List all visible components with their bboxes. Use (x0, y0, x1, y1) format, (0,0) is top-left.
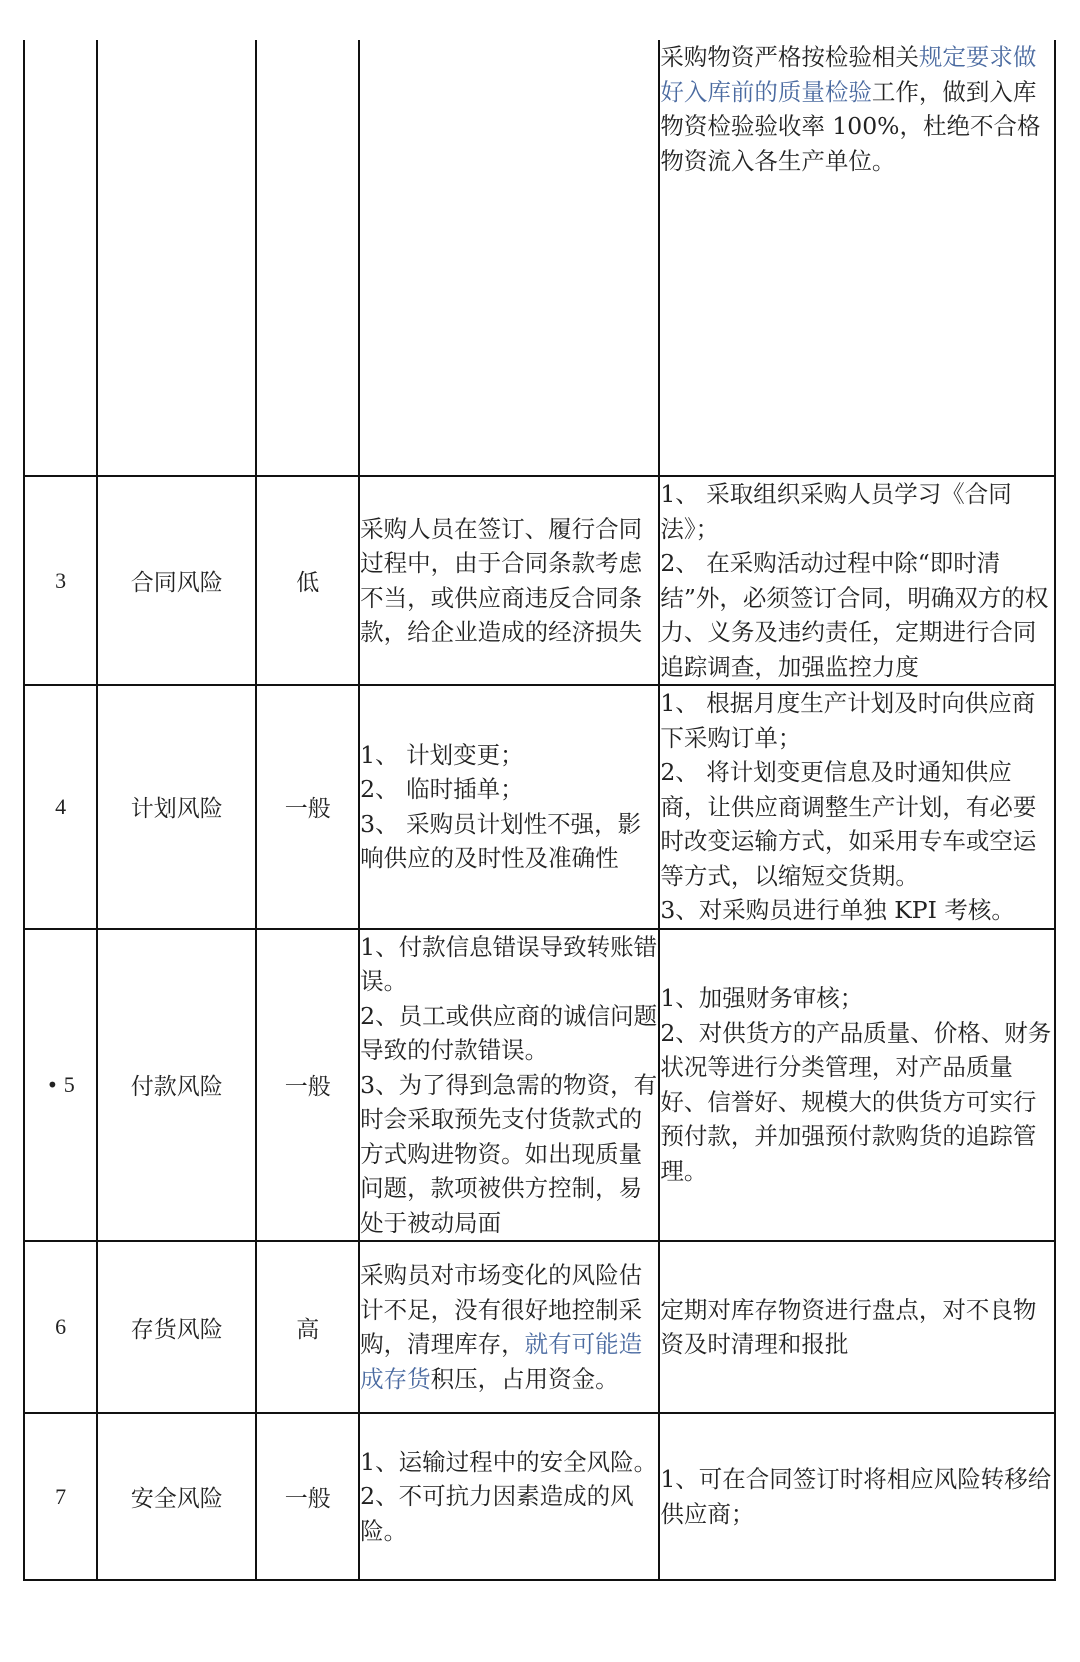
risk-level: 一般 (256, 685, 359, 929)
measure-item: 2、 在采购活动过程中除“即时清结”外，必须签订合同，明确双方的权力、义务及违约责任，定期进行合同追踪调查，加强监控力度 (660, 549, 1049, 681)
measure-item: 定期对库存物资进行盘点，对不良物资及时清理和报批 (660, 1295, 1037, 1358)
risk-level-cell (256, 40, 359, 476)
risk-desc: 积压，占用资金。 (430, 1364, 619, 1393)
risk-name: 合同风险 (97, 476, 256, 685)
measure-text-highlight: 规定要求做好入库前的质量检验 (660, 43, 1037, 106)
risk-level: 一般 (256, 929, 359, 1242)
risk-desc-cell (359, 685, 659, 929)
measure-item: 2、对供货方的产品质量、价格、财务状况等进行分类管理，对产品质量好、信誉好、规模大的供货方可实行预付款，并加强预付款购货的追踪管理。 (660, 1018, 1052, 1185)
measure-text: 工作，做到入库物资检验验收率 100%，杜绝不合格物资流入各生产单位。 (660, 77, 1041, 175)
measure-cell (659, 929, 1055, 1242)
bullet-mark: • (46, 1072, 59, 1097)
measure-cell (659, 1241, 1055, 1413)
risk-no-cell (24, 40, 97, 476)
risk-level: 一般 (256, 1413, 359, 1580)
risk-desc-cell (359, 929, 659, 1242)
table-row (24, 929, 1055, 1242)
measure-text: 采购物资严格按检验相关 (660, 43, 919, 71)
risk-no: 3 (24, 476, 97, 685)
table-row (24, 476, 1055, 685)
measure-cell (659, 40, 1055, 476)
measure-cell (659, 476, 1055, 685)
risk-no-cell (24, 929, 97, 1242)
table-row (24, 1241, 1055, 1413)
risk-desc-cell (359, 476, 659, 685)
risk-no: 7 (24, 1413, 97, 1580)
table-row (24, 40, 1055, 476)
risk-name: 安全风险 (97, 1413, 256, 1580)
measure-item: 1、加强财务审核； (660, 984, 864, 1013)
risk-desc-cell (359, 1241, 659, 1413)
risk-desc: 采购员对市场变化的风险估计不足，没有很好地控制采购，清理库存， (360, 1261, 643, 1358)
risk-level: 低 (256, 476, 359, 685)
risk-desc-cell (359, 1413, 659, 1580)
risk-desc-highlight: 就有可能造成存货 (360, 1330, 643, 1393)
risk-desc: 采购人员在签订、履行合同过程中，由于合同条款考虑不当，或供应商违反合同条款，给企业造成的经济损失 (360, 514, 643, 646)
measure-item: 1、 采取组织采购人员学习《合同法》； (660, 480, 1012, 543)
risk-no: 6 (24, 1241, 97, 1413)
risk-table (23, 40, 1056, 1581)
risk-level: 高 (256, 1241, 359, 1413)
measure-item: 1、可在合同签订时将相应风险转移给供应商； (660, 1465, 1052, 1528)
measure-item: 2、 将计划变更信息及时通知供应商，让供应商调整生产计划，有必要时改变运输方式，如采用专车或空运等方式，以缩短交货期。 (660, 758, 1037, 890)
risk-name-cell (97, 40, 256, 476)
risk-name: 计划风险 (97, 685, 256, 929)
risk-desc: 2、员工或供应商的诚信问题导致的付款错误。 (360, 1001, 658, 1064)
risk-desc: 2、不可抗力因素造成的风险。 (360, 1482, 634, 1545)
risk-name: 付款风险 (97, 929, 256, 1242)
risk-desc: 1、 计划变更； (360, 740, 524, 769)
measure-item: 1、 根据月度生产计划及时向供应商下采购订单； (660, 689, 1036, 752)
measure-item: 3、对采购员进行单独 KPI 考核。 (660, 896, 1015, 924)
measure-cell (659, 1413, 1055, 1580)
risk-desc: 2、 临时插单； (360, 775, 524, 804)
risk-desc: 1、运输过程中的安全风险。 (360, 1447, 658, 1476)
table-row (24, 685, 1055, 929)
risk-desc: 3、 采购员计划性不强，影响供应的及时性及准确性 (360, 809, 642, 873)
risk-desc: 1、付款信息错误导致转账错误。 (360, 932, 658, 995)
table-row (24, 1413, 1055, 1580)
risk-no: 5 (63, 1071, 75, 1097)
risk-no: 4 (24, 685, 97, 929)
risk-desc-cell (359, 40, 659, 476)
measure-cell (659, 685, 1055, 929)
risk-desc: 3、为了得到急需的物资，有时会采取预先支付货款式的方式购进物资。如出现质量问题，款项被供方控制，易处于被动局面 (360, 1070, 658, 1237)
risk-name: 存货风险 (97, 1241, 256, 1413)
